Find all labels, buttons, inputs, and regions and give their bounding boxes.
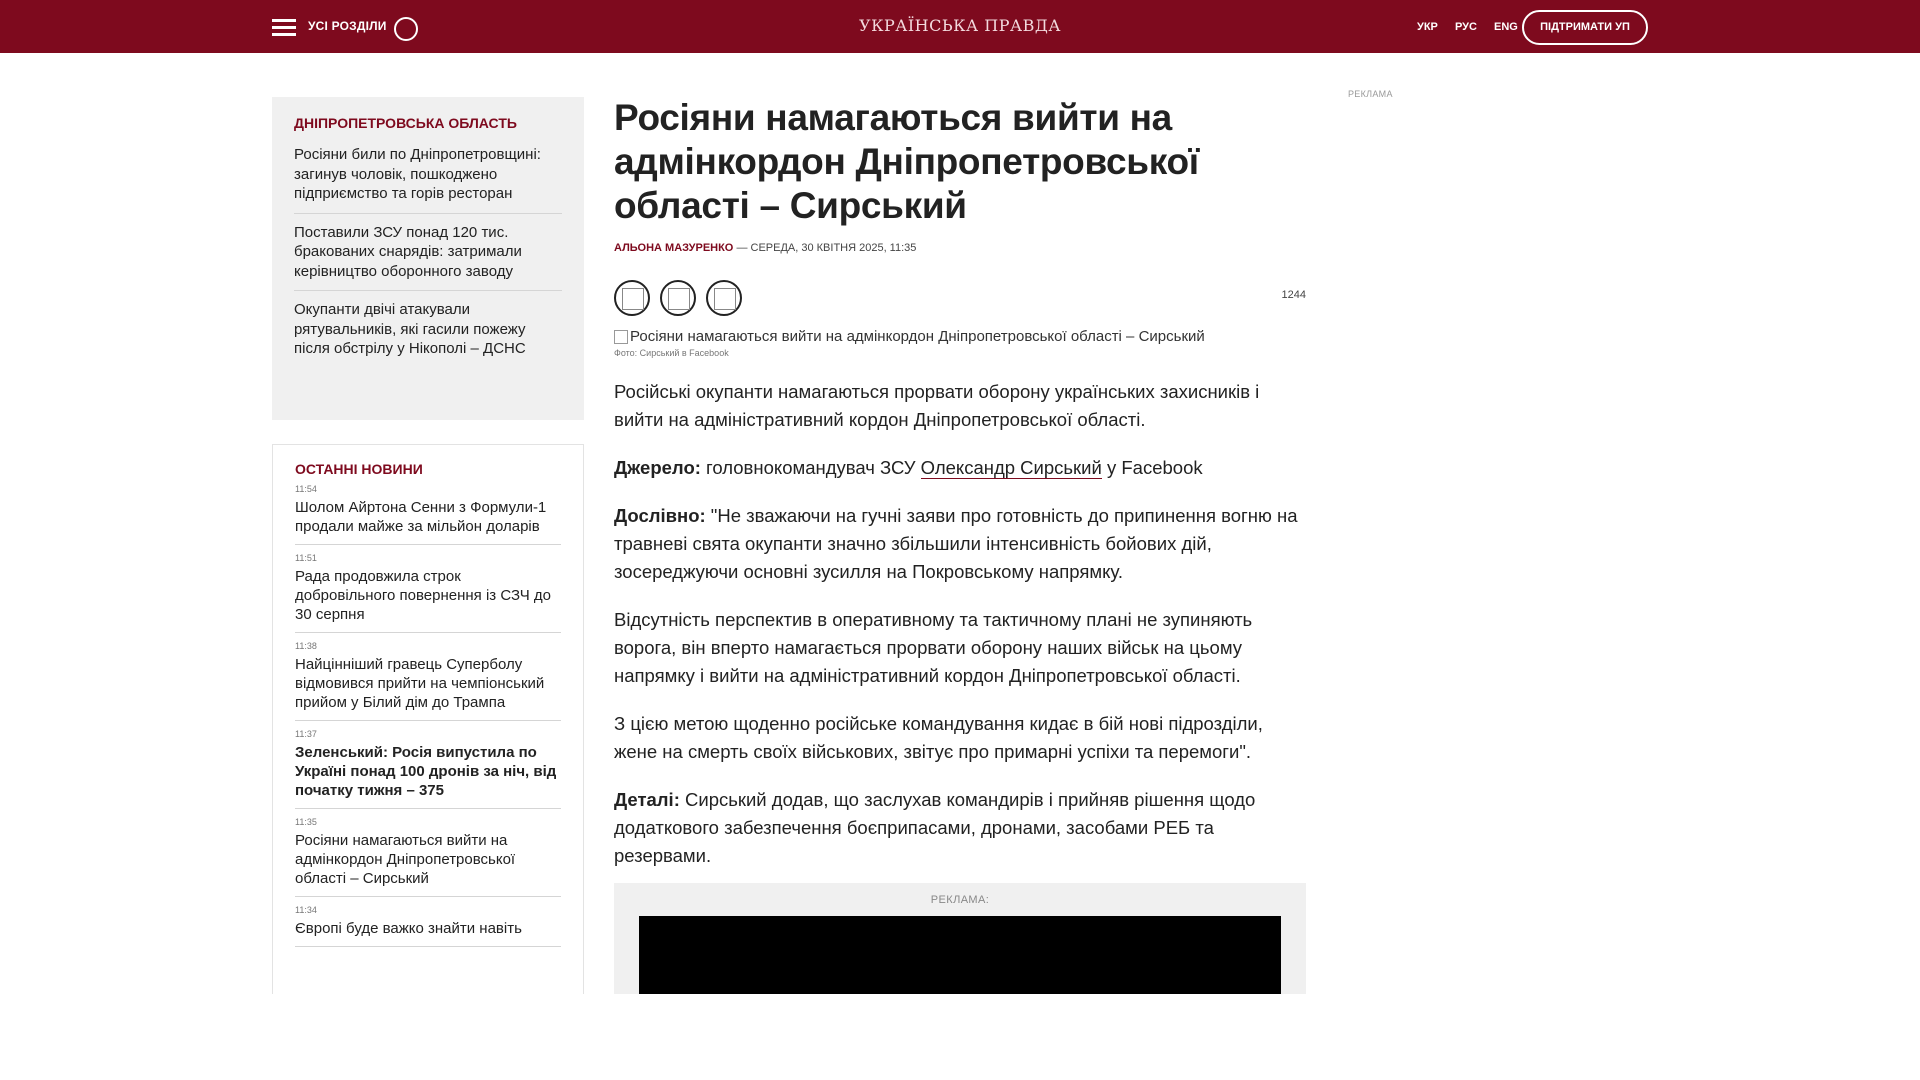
latest-news-box — [272, 444, 584, 1000]
region-news-box — [272, 97, 584, 420]
news-headline[interactable]: Найцінніший гравець Суперболу відмовився прийти на чемпіонський прийом у Білий дім до Трампа — [295, 656, 545, 711]
source-text-after: у Facebook — [1101, 457, 1203, 478]
lang-ukr[interactable]: УКР — [1417, 21, 1438, 33]
article-paragraph: Відсутність перспектив в оперативному та тактичному плані не зупиняють ворога, він вперто намагається прорвати оборону наших військ на цьому напрямку і вийти на адміністративний кордон Дніпропетровської області. — [614, 609, 1253, 686]
share-twitter-icon[interactable] — [660, 280, 696, 316]
quote-text: "Не зважаючи на гучні заяви про готовність до припинення вогню на травневі свята окупанти значно збільшили інтенсивність бойових дій, зосереджуючи основні зусилля на Покровському напрямку. — [614, 505, 1298, 582]
news-item[interactable] — [295, 729, 561, 809]
broken-image-icon — [614, 330, 628, 344]
photo-caption: Фото: Сирський в Facebook — [614, 348, 729, 358]
news-item[interactable] — [295, 905, 561, 947]
article-byline — [614, 242, 1306, 254]
news-time: 11:35 — [295, 817, 317, 827]
support-button[interactable]: ПІДТРИМАТИ УП — [1522, 10, 1648, 45]
photo-alt-text: Росіяни намагаються вийти на адмінкордон Дніпропетровської області – Сирський — [630, 328, 1205, 345]
news-headline[interactable]: Зеленський: Росія випустила по Україні понад 100 дронів за ніч, від початку тижня – 375 — [295, 744, 557, 799]
article-source — [614, 454, 1306, 482]
region-news-item[interactable]: Поставили ЗСУ понад 120 тис. бракованих снарядів: затримали керівництво оборонного заводу — [294, 223, 562, 292]
article-title: Росіяни намагаються вийти на адмінкордон Дніпропетровської області – Сирський — [614, 97, 1199, 226]
news-time: 11:37 — [295, 729, 317, 739]
news-time: 11:54 — [295, 484, 317, 494]
page-bottom-blank — [0, 994, 1920, 1080]
source-text: головнокомандувач ЗСУ — [700, 457, 921, 478]
quote-label: Дослівно: — [614, 505, 706, 526]
region-title[interactable]: ДНІПРОПЕТРОВСЬКА ОБЛАСТЬ — [294, 115, 517, 131]
news-headline[interactable]: Росіяни намагаються вийти на адмінкордон Дніпропетровської області – Сирський — [295, 832, 516, 887]
news-time: 11:34 — [295, 905, 317, 915]
source-link[interactable]: Олександр Сирський — [920, 457, 1102, 478]
news-time: 11:38 — [295, 641, 317, 651]
share-row — [614, 280, 1306, 316]
article-paragraph: З цією метою щоденно російське командування кидає в бій нові підрозділи, жене на смерть своїх військових, звітує про примарні успіхи та перемоги". — [614, 713, 1263, 762]
article-paragraph: Російські окупанти намагаються прорвати оборону українських захисників і вийти на адміністративний кордон Дніпропетровської області. — [614, 381, 1260, 430]
latest-news-title[interactable]: ОСТАННІ НОВИНИ — [295, 461, 423, 477]
inline-ad — [614, 883, 1306, 1003]
views-count: 1244 — [1281, 289, 1306, 301]
all-sections-link[interactable]: УСІ РОЗДІЛИ — [308, 19, 387, 33]
site-header — [0, 0, 1920, 53]
region-news-item[interactable]: Окупанти двічі атакували рятувальників, які гасили пожежу після обстрілу у Нікополі – ДСНС — [294, 301, 526, 357]
source-label: Джерело: — [614, 457, 701, 478]
article-quote — [614, 502, 1306, 586]
news-item[interactable] — [295, 553, 561, 633]
ad-video[interactable] — [639, 916, 1281, 996]
news-item[interactable] — [295, 484, 561, 545]
news-headline[interactable]: Шолом Айртона Сенни з Формули-1 продали майже за мільйон доларів — [295, 499, 547, 535]
lang-rus[interactable]: РУС — [1454, 21, 1477, 33]
article-photo — [614, 328, 1306, 345]
article-date: — СЕРЕДА, 30 КВІТНЯ 2025, 11:35 — [736, 242, 917, 254]
news-item[interactable] — [295, 641, 561, 721]
article — [614, 96, 1306, 1003]
news-headline[interactable]: Європі буде важко знайти навіть — [295, 920, 522, 937]
share-facebook-icon[interactable] — [614, 280, 650, 316]
details-text: Сирський додав, що заслухав командирів і прийняв рішення щодо додаткового забезпечення боєприпасами, дронами, засобами РЕБ та резервами. — [614, 789, 1256, 866]
details-label: Деталі: — [614, 789, 680, 810]
share-telegram-icon[interactable] — [706, 280, 742, 316]
author-link[interactable]: АЛЬОНА МАЗУРЕНКО — [614, 242, 734, 254]
side-ad-label: РЕКЛАМА — [1348, 89, 1393, 99]
news-time: 11:51 — [295, 553, 317, 563]
region-news-item[interactable]: Росіяни били по Дніпропетровщині: загинув чоловік, пошкоджено підприємство та горів ресторан — [294, 145, 562, 214]
lang-eng[interactable]: ENG — [1494, 21, 1518, 33]
language-switcher — [1417, 21, 1532, 33]
ad-label: РЕКЛАМА: — [930, 894, 990, 906]
site-logo[interactable]: УКРАЇНСЬКА ПРАВДА — [859, 16, 1061, 35]
article-details — [614, 786, 1306, 870]
news-headline[interactable]: Рада продовжила строк добровільного повернення із СЗЧ до 30 серпня — [295, 568, 551, 623]
news-item[interactable] — [295, 817, 561, 897]
